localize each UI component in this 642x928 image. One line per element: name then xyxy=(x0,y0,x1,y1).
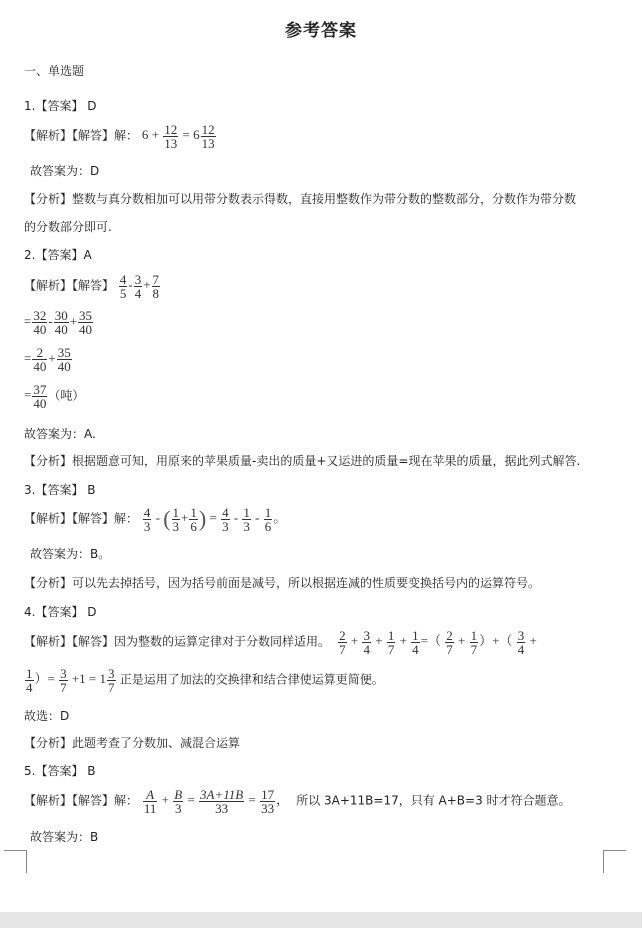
q3-final: 故答案为：B。 xyxy=(30,547,111,561)
q5-a: A xyxy=(143,788,158,802)
analysis-label: 【解析】 xyxy=(24,278,73,293)
q2-fenxi-text: 根据题意可知，用原来的苹果质量-卖出的质量+又运进的质量=现在苹果的质量，据此列式解答. xyxy=(72,454,581,468)
q3-r-c-den: 6 xyxy=(264,519,272,534)
q4-solution-line: 【解析】【解答】因为整数的运算定律对于分数同样适用。 $\frac{2}{7}$ + $\frac{3}{4}$ + $\frac{1}{7}$ + $\frac{1}{4}$ =（ $\frac{2}{7}$ + $\frac{1}{7}$ ）+（ $\frac{3}{4}$ + xyxy=(24,628,537,657)
q4-b-num: 3 xyxy=(363,628,370,643)
q3-fenxi-text: 可以先去掉括号，因为括号前面是减号，所以根据连减的性质要变换括号内的运算符号。 xyxy=(72,576,541,590)
q5-res-den: 33 xyxy=(261,801,275,816)
q1-mixed-den: 13 xyxy=(201,136,215,151)
q2-s2-c-num: 35 xyxy=(79,308,93,323)
q3-b-den: 3 xyxy=(172,519,180,534)
q4-r-d-num: 1 xyxy=(26,666,33,681)
q2-solution-line: 【解析】【解答】 $\frac{4}{5}$ - $\frac{3}{4}$ + $\frac{7}{8}$ xyxy=(24,272,160,301)
q1-answer-heading: 1.【答案】 D xyxy=(24,99,97,113)
q2-answer-heading: 2.【答案】A xyxy=(24,248,92,262)
q5-final: 故答案为：B xyxy=(30,830,99,844)
q2-a-num: 4 xyxy=(119,272,127,287)
q4-r-a-den: 7 xyxy=(446,642,453,657)
q2-s3-a-num: 2 xyxy=(32,346,47,360)
q3-r-c-num: 1 xyxy=(264,505,272,520)
page-corner-mark-right xyxy=(603,850,626,873)
q2-c-num: 7 xyxy=(152,272,160,287)
q5-a-den: 11 xyxy=(143,801,157,816)
q2-step3: = $\frac{2}{40}$ + $\frac{35}{40}$ xyxy=(24,345,71,374)
page-title: 参考答案 xyxy=(285,21,357,41)
q4-a-den: 7 xyxy=(339,642,346,657)
answer-label: 【解答】 xyxy=(72,634,115,649)
q2-b-den: 4 xyxy=(134,286,142,301)
q4-mixed-num: 3 xyxy=(108,666,115,681)
q3-c-den: 6 xyxy=(190,519,197,534)
q3-r-a-den: 3 xyxy=(222,519,229,534)
q1-formula: 6 + $\frac{12}{13}$ = 6 $\frac{12}{13}$ xyxy=(141,122,215,151)
q3-a-den: 3 xyxy=(143,519,151,534)
q4-final: 故选：D xyxy=(24,709,70,723)
q5-text: 所以 3A+11B=17，只有 A+B=3 时才符合题意。 xyxy=(296,793,571,808)
q4-c-den: 7 xyxy=(387,642,395,657)
q4-d-den: 4 xyxy=(412,642,419,657)
q4-r-c-den: 7 xyxy=(470,642,478,657)
fenxi-label: 【分析】 xyxy=(24,454,73,468)
q4-m-den: 7 xyxy=(60,680,67,695)
q5-mid-den: 33 xyxy=(215,801,229,816)
q4-r-b-num: 3 xyxy=(517,628,525,643)
analysis-label: 【解析】 xyxy=(24,511,73,526)
q4-m-num: 3 xyxy=(60,666,67,681)
q4-fenxi-text: 此题考查了分数加、减混合运算 xyxy=(72,736,241,750)
q4-d-num: 1 xyxy=(412,628,419,643)
q1-mixed-whole: 6 xyxy=(193,127,200,143)
q2-final: 故答案为：A. xyxy=(24,427,96,441)
analysis-label: 【解析】 xyxy=(24,793,73,808)
q5-res-num: 17 xyxy=(261,787,275,802)
q3-r-a-num: 4 xyxy=(222,505,229,520)
q2-s2-c-den: 40 xyxy=(79,322,93,337)
q5-b: B xyxy=(174,787,183,802)
q2-s3-b-num: 35 xyxy=(57,345,71,360)
q2-s2-a-den: 40 xyxy=(33,322,47,337)
q1-fenxi xyxy=(24,190,576,207)
page-corner-mark-left xyxy=(4,850,27,873)
q4-c-num: 1 xyxy=(387,628,395,643)
fenxi-label: 【分析】 xyxy=(24,576,73,590)
q3-r-b-num: 1 xyxy=(243,505,250,520)
q4-line2-rest: 正是运用了加法的交换律和结合律使运算更简便。 xyxy=(119,672,384,687)
fenxi-label: 【分析】 xyxy=(24,736,73,750)
answer-label: 【解答】 xyxy=(72,278,115,293)
answer-label: 【解答】 xyxy=(72,128,115,143)
q2-c-den: 8 xyxy=(152,286,160,301)
q2-s2-a-num: 32 xyxy=(33,308,47,323)
q2-s4-num: 37 xyxy=(33,382,47,397)
fenxi-label: 【分析】 xyxy=(24,192,73,206)
solve-prefix: 解： xyxy=(114,793,139,808)
q4-r-d-den: 4 xyxy=(26,680,33,695)
analysis-label: 【解析】 xyxy=(24,634,73,649)
q4-a-num: 2 xyxy=(339,628,346,643)
q3-fenxi xyxy=(24,574,540,591)
page-gap xyxy=(0,912,642,928)
q4-b-den: 4 xyxy=(363,642,370,657)
answer-label: 【解答】 xyxy=(72,793,115,808)
q1-final: 故答案为：D xyxy=(30,164,100,178)
q1-solution-line xyxy=(24,123,217,150)
q1-frac-den: 13 xyxy=(164,136,178,151)
q1-mixed-num: 12 xyxy=(201,122,215,137)
q2-fenxi xyxy=(24,452,580,469)
q4-r-c-num: 1 xyxy=(470,628,478,643)
q5-solution-line: 【解析】【解答】解： $\frac{A}{11}$ + $\frac{B}{3}$ = $\frac{3A+11B}{33}$ = $\frac{17}{33}$ ， 所以 3A+11B=17，只有 A+B=3 时才符合题意。 xyxy=(24,787,571,816)
q4-r-a-num: 2 xyxy=(446,628,453,643)
q5-b-den: 3 xyxy=(174,801,182,816)
q4-mixed-whole: 1 xyxy=(99,671,107,687)
q4-fenxi xyxy=(24,734,240,751)
q4-mixed-den: 7 xyxy=(108,680,115,695)
q4-answer-heading: 4.【答案】 D xyxy=(24,605,97,619)
q2-step2: = $\frac{32}{40}$ - $\frac{30}{40}$ + $\frac{35}{40}$ xyxy=(24,308,93,337)
q3-r-b-den: 3 xyxy=(243,519,250,534)
q3-answer-heading: 3.【答案】 B xyxy=(24,483,96,497)
q1-frac-num: 12 xyxy=(164,122,178,137)
q4-solution-line2: $\frac{1}{4}$ ）= $\frac{3}{7}$ +1 = 1 $\frac{3}{7}$ 正是运用了加法的交换律和结合律使运算更简便。 xyxy=(26,666,384,695)
q2-s2-b-num: 30 xyxy=(54,308,68,323)
q1-fenxi-text1: 整数与真分数相加可以用带分数表示得数，直接用整数作为带分数的整数部分，分数作为带分数 xyxy=(72,192,577,206)
q5-mid-num: 3A+11B xyxy=(200,787,244,802)
section-heading: 一、单选题 xyxy=(24,64,85,78)
q2-s4-den: 40 xyxy=(33,396,47,411)
q2-s2-b-den: 40 xyxy=(54,322,68,337)
answer-label: 【解答】 xyxy=(72,511,115,526)
solve-prefix: 解： xyxy=(114,511,139,526)
q4-text1: 因为整数的运算定律对于分数同样适用。 xyxy=(114,634,331,649)
q2-step4: = $\frac{37}{40}$ （吨） xyxy=(24,382,85,411)
q2-s3-a-den: 40 xyxy=(33,359,47,374)
q4-r-b-den: 4 xyxy=(517,642,525,657)
q2-s3-b-den: 40 xyxy=(57,359,71,374)
q1-whole: 6 xyxy=(141,127,149,143)
q3-solution-line: 【解析】【解答】解： $\frac{4}{3}$ - ( $\frac{1}{3}$ + $\frac{1}{6}$ ) = $\frac{4}{3}$ - $\frac{1}{3}$ - $\frac{1}{6}$ 。 xyxy=(24,505,287,534)
q2-b-num: 3 xyxy=(134,272,142,287)
q5-answer-heading: 5.【答案】 B xyxy=(24,764,96,778)
q3-c-num: 1 xyxy=(190,505,197,520)
q3-b-num: 1 xyxy=(172,505,180,520)
analysis-label: 【解析】 xyxy=(24,128,73,143)
q2-unit: （吨） xyxy=(48,388,85,403)
q1-fenxi-cont: 的分数部分即可. xyxy=(24,220,112,234)
q3-a-num: 4 xyxy=(143,505,151,520)
solve-prefix: 解： xyxy=(114,128,139,143)
q2-a-den: 5 xyxy=(119,286,127,301)
